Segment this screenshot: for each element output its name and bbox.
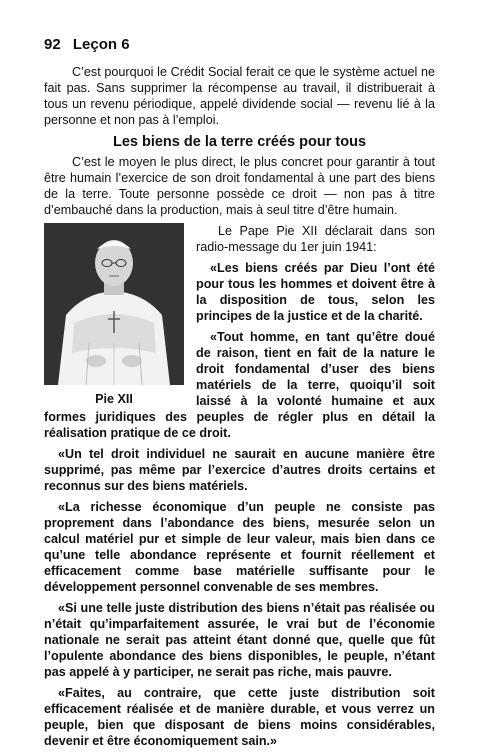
quote-2: «Tout homme, en tant qu’être doué de raison, tient en fait de la nature le droit fondamental d’user des biens matériels de la terre, quoiqu’il soit laissé à la volonté humaine et aux formes juridiques des peuples de régler plus en détail la réalisation pratique de ce droit. bbox=[44, 330, 435, 440]
quote-3: «Un tel droit individuel ne saurait en aucune manière être supprimé, pas même par l’exercice d’autres droits certains et reconnus sur des biens matériels. bbox=[44, 447, 435, 493]
paragraph-intro: C’est pourquoi le Crédit Social ferait ce que le système actuel ne fait pas. Sans supprimer la récompense au travail, il distribuerait à tous un revenu périodique, appelé dividende social — revenu lié à la personne et non pas à l’emploi. bbox=[44, 65, 435, 127]
page bbox=[44, 36, 435, 749]
quote-5: «Si une telle juste distribution des biens n’était pas réalisée ou n’était qu’imparfaitement assurée, le vrai but de l’économie nationale ne serait pas atteint étant donné que, quelle que fût l’opulente abondance des biens disponibles, le peuple, n’étant pas appelé à y participer, ne serait pas riche, mais pauvre. bbox=[44, 601, 435, 679]
paragraph-rights: C’est le moyen le plus direct, le plus concret pour garantir à tout être humain l’exercice de son droit fondamental à une part des biens de la terre. Toute personne possède ce droit — non pas à titre d’embauché dans la production, mais à seul titre d’être humain. bbox=[44, 155, 435, 217]
quote-6: «Faites, au contraire, que cette juste distribution soit efficacement réalisée et de manière durable, et vous verrez un peuple, bien que disposant de biens moins considérables, devenir et être économiquement sain.» bbox=[44, 686, 435, 748]
pope-figure bbox=[44, 223, 184, 407]
page-number: 92 bbox=[44, 36, 61, 53]
pope-portrait-photo bbox=[44, 223, 184, 385]
paragraph-radio-message: Le Pape Pie XII déclarait dans son radio-message du 1er juin 1941: bbox=[196, 224, 435, 254]
section-title: Les biens de la terre créés pour tous bbox=[112, 134, 367, 150]
photo-caption: Pie XII bbox=[95, 392, 133, 406]
page-header bbox=[44, 36, 435, 54]
lesson-title: Leçon 6 bbox=[72, 36, 130, 53]
quote-4: «La richesse économique d’un peuple ne consiste pas proprement dans l’abondance des biens, mesurée selon un calcul matériel pur et simple de leur valeur, mais bien dans ce qu’une telle abondance représente et fournit réellement et efficacement comme base matérielle suffisante pour le développement personnel convenable de ses membres. bbox=[44, 500, 435, 594]
quote-1: «Les biens créés par Dieu l’ont été pour tous les hommes et doivent être à la disposition de tous, selon les principes de la justice et de la charité. bbox=[196, 261, 435, 323]
